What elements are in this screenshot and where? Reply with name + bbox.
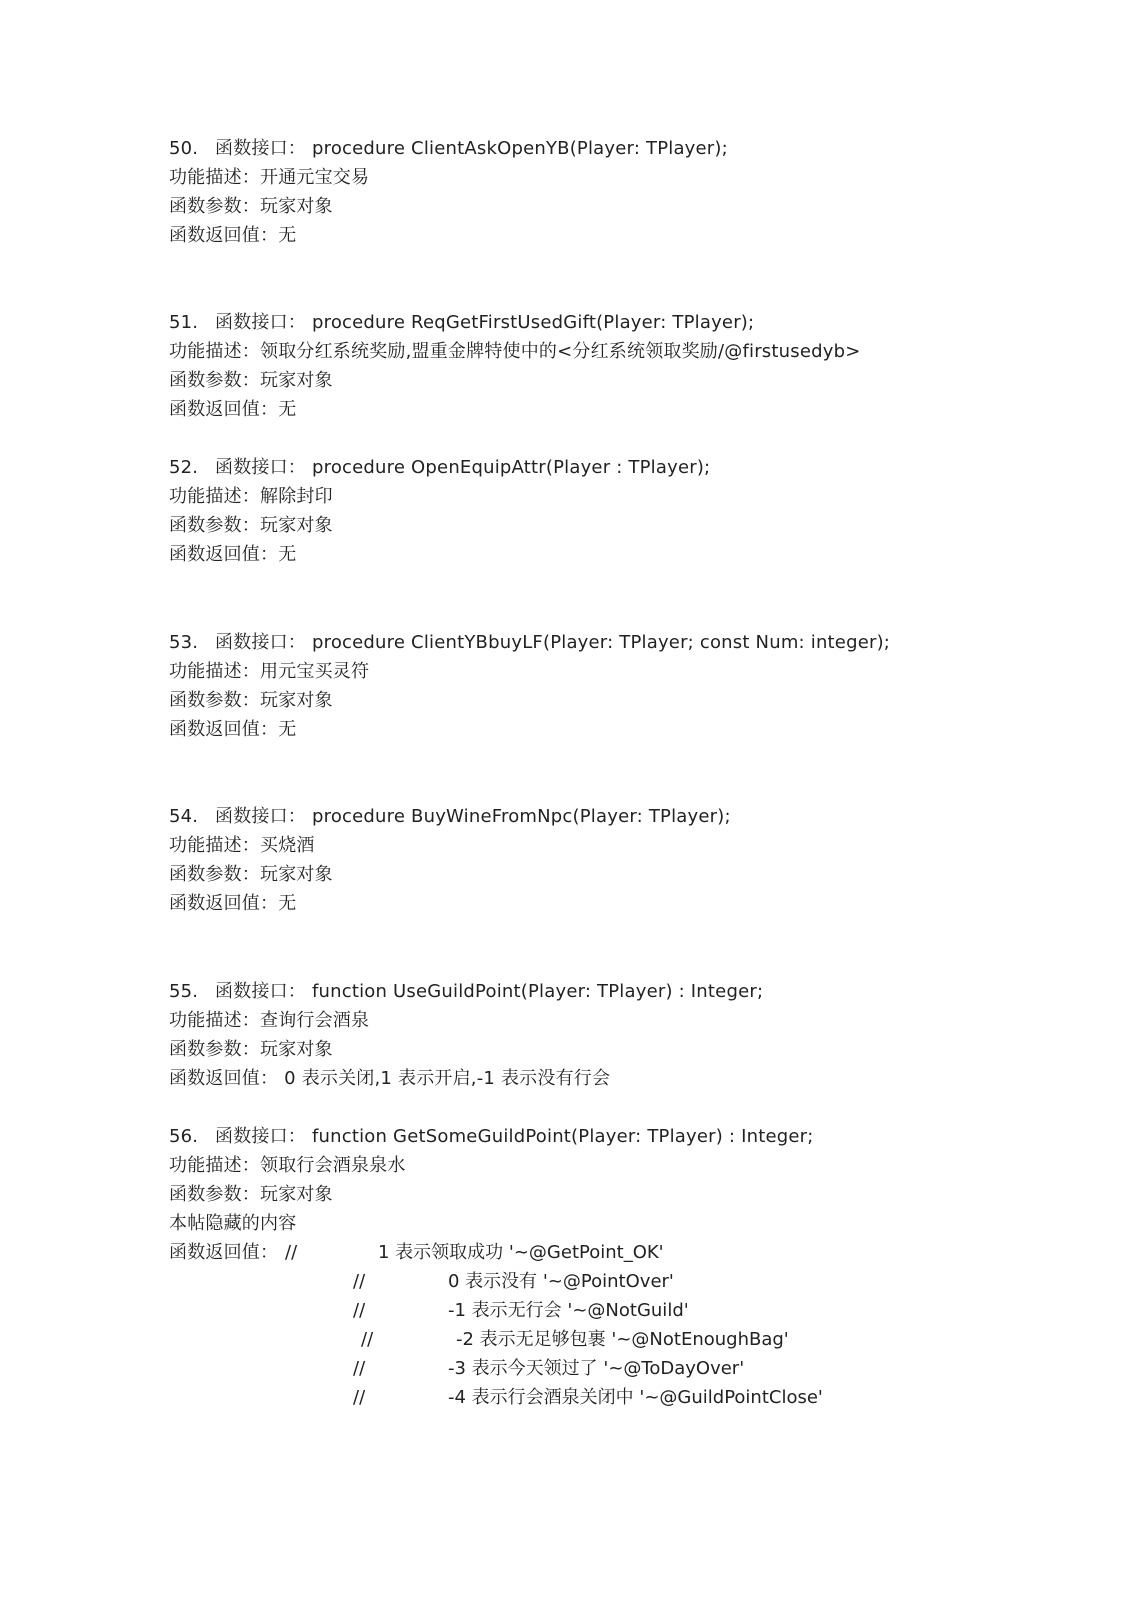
params-value: 玩家对象 bbox=[260, 1039, 333, 1060]
entry-51-interface bbox=[169, 310, 754, 336]
entry-51-ret bbox=[169, 397, 296, 423]
entry-53-desc bbox=[169, 659, 369, 685]
desc-label: 功能描述： bbox=[169, 1155, 260, 1176]
entry-55-interface bbox=[169, 979, 763, 1005]
ret-label: 函数返回值： bbox=[169, 544, 279, 565]
ret-label: 函数返回值： bbox=[169, 719, 279, 740]
entry-number: 52. bbox=[169, 457, 199, 478]
entry-52-params bbox=[169, 513, 333, 539]
function-signature: procedure ClientYBbuyLF(Player: TPlayer; const Num: integer); bbox=[312, 632, 891, 653]
ret-value: 无 bbox=[278, 225, 297, 246]
comment-slash: // bbox=[353, 1271, 366, 1292]
entry-54-desc bbox=[169, 833, 315, 859]
entry-52-ret bbox=[169, 542, 296, 568]
entry-53-ret bbox=[169, 717, 296, 743]
desc-value: 领取行会酒泉泉水 bbox=[260, 1155, 406, 1176]
params-label: 函数参数： bbox=[169, 864, 260, 885]
entry-number: 56. bbox=[169, 1126, 199, 1147]
entry-55-ret bbox=[169, 1066, 610, 1092]
desc-value: 买烧酒 bbox=[260, 835, 315, 856]
entry-53-interface bbox=[169, 630, 890, 656]
interface-label: 函数接口： bbox=[215, 138, 306, 159]
desc-value: 查询行会酒泉 bbox=[260, 1010, 370, 1031]
ret-value: 无 bbox=[278, 399, 297, 420]
entry-number: 54. bbox=[169, 806, 199, 827]
entry-number: 51. bbox=[169, 312, 199, 333]
interface-label: 函数接口： bbox=[215, 981, 306, 1002]
entry-50-ret bbox=[169, 223, 296, 249]
params-label: 函数参数： bbox=[169, 515, 260, 536]
comment-slash: // bbox=[361, 1329, 374, 1350]
params-value: 玩家对象 bbox=[260, 690, 333, 711]
entry-56-desc bbox=[169, 1153, 406, 1179]
ret-value: 无 bbox=[278, 544, 297, 565]
desc-value: 解除封印 bbox=[260, 486, 333, 507]
function-signature: procedure OpenEquipAttr(Player : TPlayer); bbox=[312, 457, 711, 478]
entry-56-params bbox=[169, 1182, 333, 1208]
ret-value: 无 bbox=[278, 719, 297, 740]
function-signature: function UseGuildPoint(Player: TPlayer) : Integer; bbox=[312, 981, 764, 1002]
entry-54-interface bbox=[169, 804, 731, 830]
ret-label: 函数返回值： bbox=[169, 399, 279, 420]
ret-row-5: -3 表示今天领过了 '~@ToDayOver' bbox=[448, 1358, 745, 1379]
interface-label: 函数接口： bbox=[215, 806, 306, 827]
desc-label: 功能描述： bbox=[169, 341, 260, 362]
desc-value: 用元宝买灵符 bbox=[260, 661, 370, 682]
comment-slash: // bbox=[353, 1358, 366, 1379]
entry-56-ret bbox=[169, 1240, 278, 1266]
params-value: 玩家对象 bbox=[260, 515, 333, 536]
entry-50-params bbox=[169, 194, 333, 220]
function-signature: procedure ClientAskOpenYB(Player: TPlayer); bbox=[312, 138, 728, 159]
entry-51-params bbox=[169, 368, 333, 394]
hidden-content-note: 本帖隐藏的内容 bbox=[169, 1213, 297, 1234]
params-label: 函数参数： bbox=[169, 370, 260, 391]
comment-slash: // bbox=[353, 1387, 366, 1408]
ret-value: 无 bbox=[278, 893, 297, 914]
entry-number: 53. bbox=[169, 632, 199, 653]
params-label: 函数参数： bbox=[169, 1039, 260, 1060]
entry-51-desc bbox=[169, 339, 861, 365]
params-label: 函数参数： bbox=[169, 690, 260, 711]
ret-label: 函数返回值： bbox=[169, 1242, 279, 1263]
ret-row-1: 1 表示领取成功 '~@GetPoint_OK' bbox=[378, 1242, 664, 1263]
params-value: 玩家对象 bbox=[260, 1184, 333, 1205]
desc-label: 功能描述： bbox=[169, 661, 260, 682]
entry-52-interface bbox=[169, 455, 710, 481]
interface-label: 函数接口： bbox=[215, 312, 306, 333]
params-label: 函数参数： bbox=[169, 1184, 260, 1205]
desc-label: 功能描述： bbox=[169, 1010, 260, 1031]
desc-label: 功能描述： bbox=[169, 167, 260, 188]
function-signature: procedure ReqGetFirstUsedGift(Player: TPlayer); bbox=[312, 312, 755, 333]
ret-label: 函数返回值： bbox=[169, 1068, 279, 1089]
params-value: 玩家对象 bbox=[260, 370, 333, 391]
ret-row-2: 0 表示没有 '~@PointOver' bbox=[448, 1271, 674, 1292]
entry-53-params bbox=[169, 688, 333, 714]
desc-label: 功能描述： bbox=[169, 835, 260, 856]
entry-number: 50. bbox=[169, 138, 199, 159]
function-signature: function GetSomeGuildPoint(Player: TPlayer) : Integer; bbox=[312, 1126, 814, 1147]
params-value: 玩家对象 bbox=[260, 196, 333, 217]
entry-54-ret bbox=[169, 891, 296, 917]
interface-label: 函数接口： bbox=[215, 632, 306, 653]
ret-label: 函数返回值： bbox=[169, 893, 279, 914]
entry-56-interface bbox=[169, 1124, 814, 1150]
ret-label: 函数返回值： bbox=[169, 225, 279, 246]
function-signature: procedure BuyWineFromNpc(Player: TPlayer); bbox=[312, 806, 731, 827]
desc-value: 开通元宝交易 bbox=[260, 167, 370, 188]
comment-slash: // bbox=[353, 1300, 366, 1321]
ret-row-4: -2 表示无足够包裹 '~@NotEnoughBag' bbox=[456, 1329, 789, 1350]
params-label: 函数参数： bbox=[169, 196, 260, 217]
entry-50-desc bbox=[169, 165, 369, 191]
interface-label: 函数接口： bbox=[215, 1126, 306, 1147]
interface-label: 函数接口： bbox=[215, 457, 306, 478]
entry-54-params bbox=[169, 862, 333, 888]
desc-label: 功能描述： bbox=[169, 486, 260, 507]
desc-value: 领取分红系统奖励,盟重金牌特使中的<分红系统领取奖励/@firstusedyb> bbox=[260, 341, 861, 362]
entry-52-desc bbox=[169, 484, 333, 510]
entry-number: 55. bbox=[169, 981, 199, 1002]
ret-value: 0 表示关闭,1 表示开启,-1 表示没有行会 bbox=[278, 1068, 611, 1089]
params-value: 玩家对象 bbox=[260, 864, 333, 885]
entry-55-params bbox=[169, 1037, 333, 1063]
ret-row-6: -4 表示行会酒泉关闭中 '~@GuildPointClose' bbox=[448, 1387, 823, 1408]
entry-55-desc bbox=[169, 1008, 369, 1034]
ret-row-3: -1 表示无行会 '~@NotGuild' bbox=[448, 1300, 689, 1321]
entry-50-interface bbox=[169, 136, 728, 162]
comment-slash: // bbox=[285, 1242, 298, 1263]
